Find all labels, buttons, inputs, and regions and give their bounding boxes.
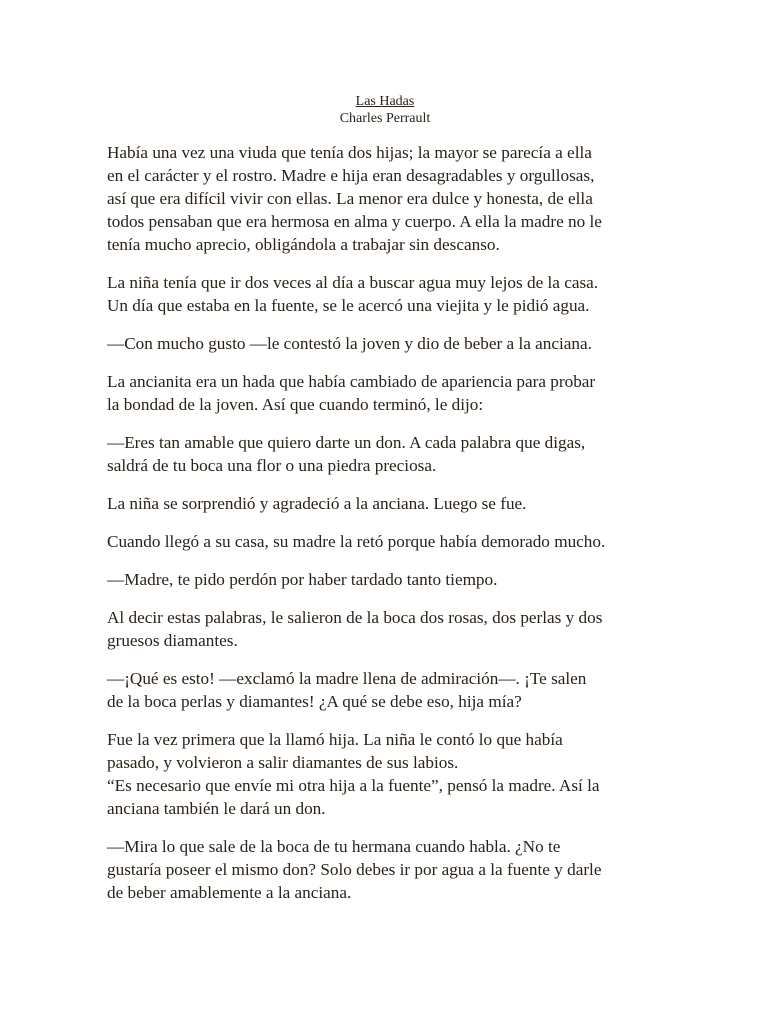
text-line: La niña tenía que ir dos veces al día a buscar agua muy lejos de la casa. bbox=[107, 273, 599, 292]
text-line: —Mira lo que sale de la boca de tu hermana cuando habla. ¿No te bbox=[107, 837, 561, 856]
story-body bbox=[107, 141, 660, 919]
text-line: gruesos diamantes. bbox=[107, 631, 238, 650]
text-line: saldrá de tu boca una flor o una piedra preciosa. bbox=[107, 456, 437, 475]
text-line: —Eres tan amable que quiero darte un don. A cada palabra que digas, bbox=[107, 433, 586, 452]
paragraph-12 bbox=[107, 835, 660, 904]
paragraph-3 bbox=[107, 332, 660, 355]
paragraph-9 bbox=[107, 606, 660, 652]
document-title: Las Hadas bbox=[355, 94, 415, 109]
text-line: La niña se sorprendió y agradeció a la anciana. Luego se fue. bbox=[107, 494, 527, 513]
paragraph-8 bbox=[107, 568, 660, 591]
paragraph-7 bbox=[107, 530, 660, 553]
text-line: “Es necesario que envíe mi otra hija a la fuente”, pensó la madre. Así la bbox=[107, 776, 600, 795]
text-line: Fue la vez primera que la llamó hija. La niña le contó lo que había bbox=[107, 730, 563, 749]
document-author: Charles Perrault bbox=[339, 111, 431, 126]
text-line: —Madre, te pido perdón por haber tardado tanto tiempo. bbox=[107, 570, 498, 589]
paragraph-5 bbox=[107, 431, 660, 477]
text-line: Al decir estas palabras, le salieron de la boca dos rosas, dos perlas y dos bbox=[107, 608, 603, 627]
paragraph-11 bbox=[107, 728, 660, 820]
text-line: tenía mucho aprecio, obligándola a trabajar sin descanso. bbox=[107, 235, 500, 254]
text-line: gustaría poseer el mismo don? Solo debes ir por agua a la fuente y darle bbox=[107, 860, 602, 879]
text-line: Un día que estaba en la fuente, se le acercó una viejita y le pidió agua. bbox=[107, 296, 590, 315]
text-line: Había una vez una viuda que tenía dos hijas; la mayor se parecía a ella bbox=[107, 143, 592, 162]
text-line: la bondad de la joven. Así que cuando terminó, le dijo: bbox=[107, 395, 484, 414]
title-block bbox=[0, 93, 768, 127]
text-line: anciana también le dará un don. bbox=[107, 799, 326, 818]
paragraph-4 bbox=[107, 370, 660, 416]
text-line: pasado, y volvieron a salir diamantes de sus labios. bbox=[107, 753, 459, 772]
text-line: —¡Qué es esto! —exclamó la madre llena de admiración—. ¡Te salen bbox=[107, 669, 587, 688]
text-line: todos pensaban que era hermosa en alma y cuerpo. A ella la madre no le bbox=[107, 212, 602, 231]
paragraph-6 bbox=[107, 492, 660, 515]
paragraph-1 bbox=[107, 141, 660, 256]
text-line: La ancianita era un hada que había cambiado de apariencia para probar bbox=[107, 372, 596, 391]
paragraph-2 bbox=[107, 271, 660, 317]
text-line: en el carácter y el rostro. Madre e hija eran desagradables y orgullosas, bbox=[107, 166, 595, 185]
text-line: de la boca perlas y diamantes! ¿A qué se debe eso, hija mía? bbox=[107, 692, 522, 711]
text-line: así que era difícil vivir con ellas. La menor era dulce y honesta, de ella bbox=[107, 189, 593, 208]
text-line: de beber amablemente a la anciana. bbox=[107, 883, 352, 902]
text-line: Cuando llegó a su casa, su madre la retó porque había demorado mucho. bbox=[107, 532, 606, 551]
paragraph-10 bbox=[107, 667, 660, 713]
text-line: —Con mucho gusto —le contestó la joven y dio de beber a la anciana. bbox=[107, 334, 592, 353]
